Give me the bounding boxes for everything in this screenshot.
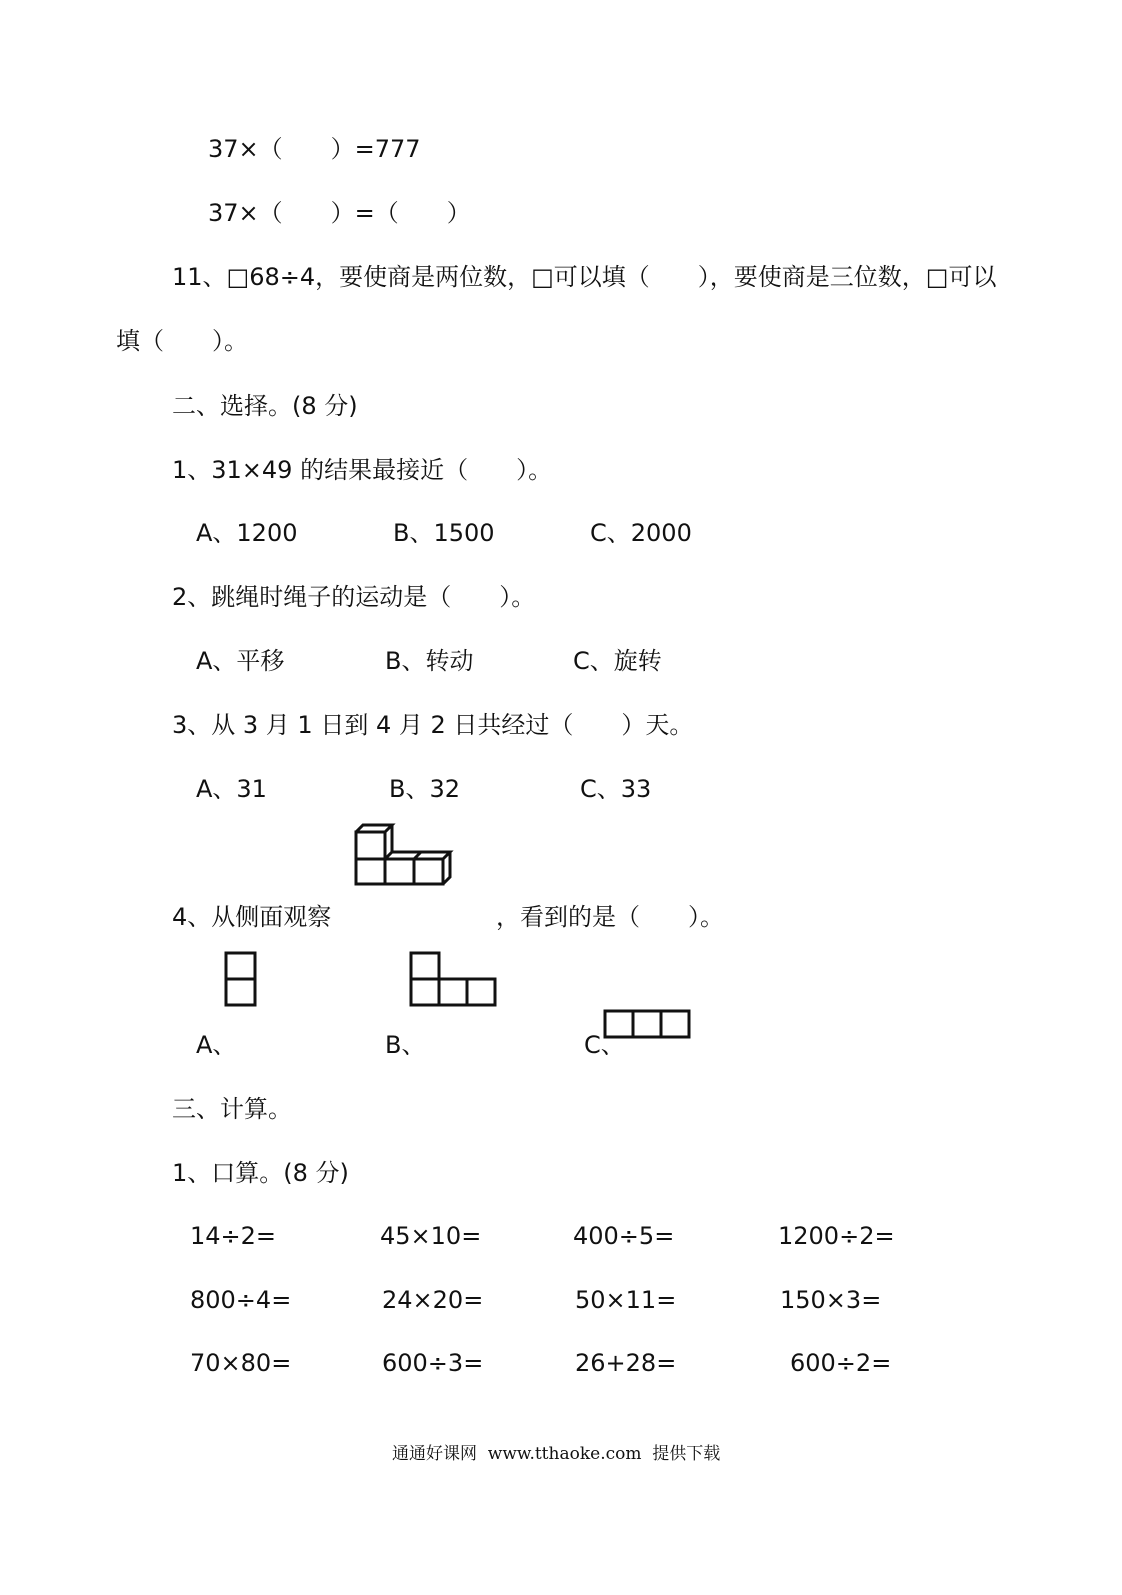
s2-q2-stem: 2、跳绳时绳子的运动是（ ）。: [172, 583, 536, 611]
section3-sub1-title: 1、口算。(8 分): [172, 1159, 349, 1187]
option-b-figure: [408, 950, 500, 1008]
calc-r2-c1: 800÷4=: [190, 1286, 292, 1314]
cube-front-bottom-left: [356, 859, 385, 884]
s2-q1-option-b: B、1500: [393, 519, 495, 547]
calc-r1-c1: 14÷2=: [190, 1222, 277, 1250]
s2-q3-option-a: A、31: [196, 775, 267, 803]
calc-r2-c4: 150×3=: [780, 1286, 882, 1314]
s2-q2-option-a: A、平移: [196, 647, 285, 675]
s2-q3-option-c: C、33: [580, 775, 652, 803]
q11-line2: 填（ ）。: [116, 327, 248, 355]
s2-q4-option-a: A、: [196, 1031, 237, 1059]
calc-r3-c1: 70×80=: [190, 1349, 292, 1377]
q11-line1: 11、□68÷4，要使商是两位数，□可以填（ ），要使商是三位数，□可以: [172, 263, 997, 291]
cube-front-bottom-right: [414, 859, 443, 884]
s2-q1-option-c: C、2000: [590, 519, 692, 547]
section3-title: 三、计算。: [172, 1095, 292, 1123]
option-b-square-bottom-1: [411, 979, 439, 1005]
cube-front-top-left: [356, 832, 385, 859]
calc-r2-c3: 50×11=: [575, 1286, 677, 1314]
s2-q4-stem-before: 4、从侧面观察: [172, 903, 332, 931]
section2-title: 二、选择。(8 分): [172, 392, 358, 420]
calc-r3-c4: 600÷2=: [790, 1349, 892, 1377]
s2-q4-option-c: C、: [584, 1031, 625, 1059]
s2-q2-option-b: B、转动: [385, 647, 474, 675]
option-c-square-2: [633, 1011, 661, 1037]
footer-source: 通通好课网 www.tthaoke.com 提供下载: [392, 1444, 721, 1464]
s2-q4-stem-after: ，看到的是（ ）。: [496, 903, 724, 931]
calc-r1-c2: 45×10=: [380, 1222, 482, 1250]
s2-q4-option-b: B、: [385, 1031, 426, 1059]
option-a-square-top: [226, 953, 255, 979]
q10-line1: 37×（ ）=777: [208, 135, 421, 163]
q10-line2: 37×（ ）=（ ）: [208, 199, 471, 227]
s2-q1-stem: 1、31×49 的结果最接近（ ）。: [172, 456, 553, 484]
cube-front-bottom-middle: [385, 859, 414, 884]
calc-r3-c3: 26+28=: [575, 1349, 677, 1377]
option-b-square-top: [411, 953, 439, 979]
s2-q2-option-c: C、旋转: [573, 647, 662, 675]
option-c-square-3: [661, 1011, 689, 1037]
s2-q3-stem: 3、从 3 月 1 日到 4 月 2 日共经过（ ）天。: [172, 711, 694, 739]
option-a-figure: [224, 950, 258, 1008]
calc-r2-c2: 24×20=: [382, 1286, 484, 1314]
calc-r1-c4: 1200÷2=: [778, 1222, 895, 1250]
calc-r3-c2: 600÷3=: [382, 1349, 484, 1377]
q4-cube-figure: [352, 823, 462, 889]
option-b-square-bottom-2: [439, 979, 467, 1005]
option-a-square-bottom: [226, 979, 255, 1005]
s2-q3-option-b: B、32: [389, 775, 461, 803]
s2-q1-option-a: A、1200: [196, 519, 298, 547]
option-b-square-bottom-3: [467, 979, 495, 1005]
calc-r1-c3: 400÷5=: [573, 1222, 675, 1250]
